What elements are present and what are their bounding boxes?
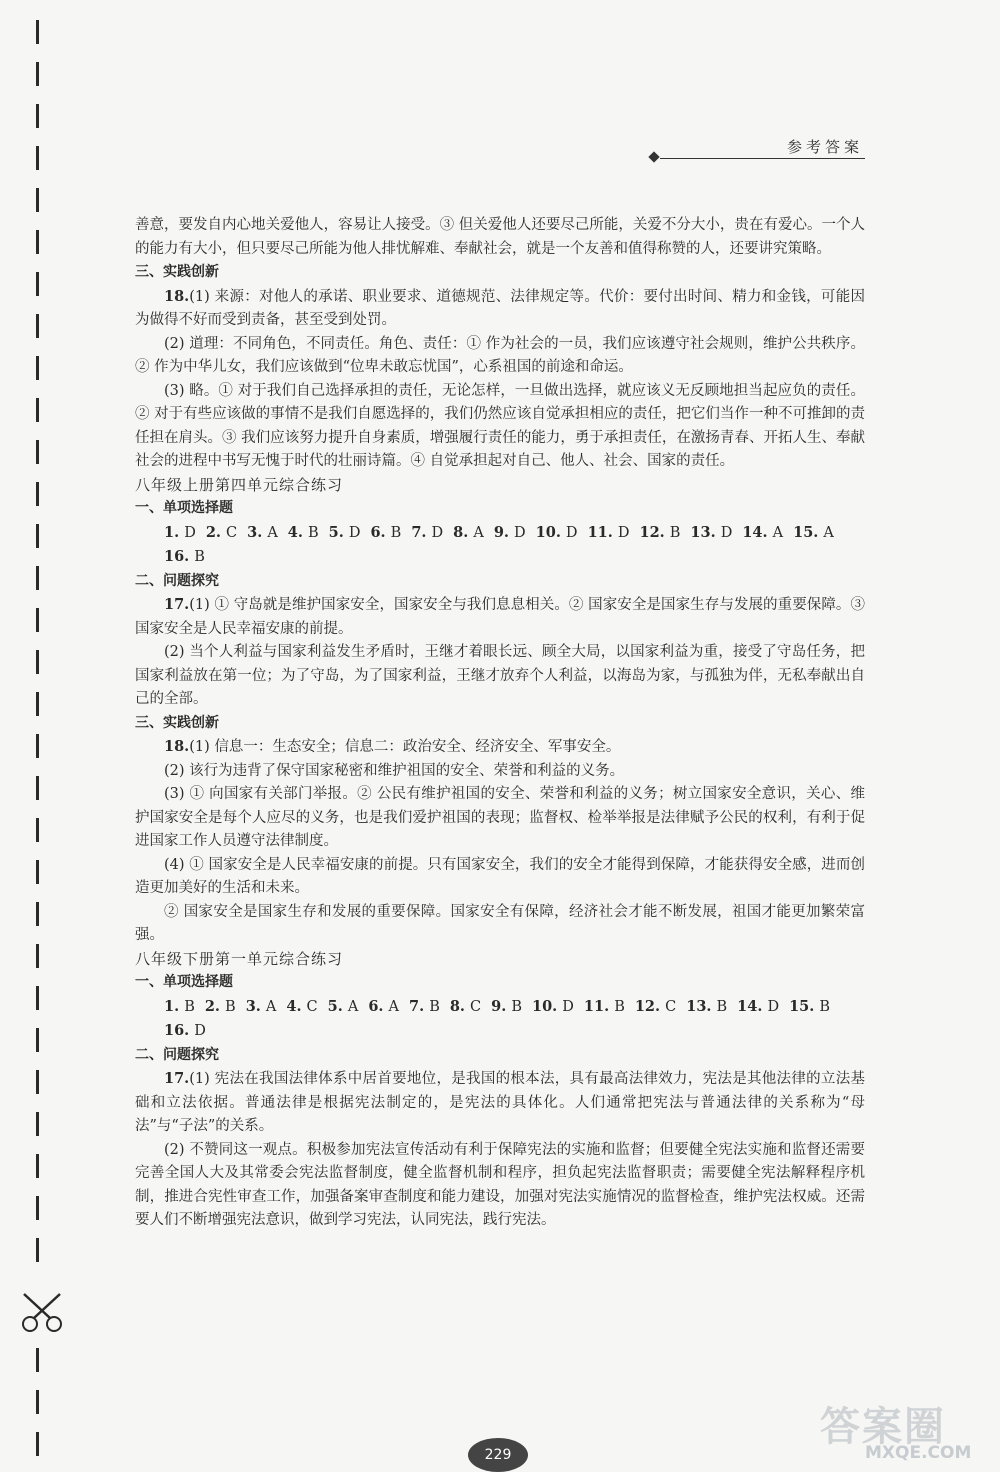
- answer-letter: B: [429, 998, 440, 1015]
- answer-item: [246, 995, 277, 1020]
- answer-number: 8.: [453, 523, 474, 541]
- answer-paragraph: [135, 1067, 865, 1139]
- answer-number: 14.: [742, 523, 773, 541]
- answer-number: 2.: [205, 523, 227, 541]
- answer-letter: D: [194, 1023, 206, 1039]
- answer-item: [690, 521, 732, 546]
- answer-number: 5.: [328, 523, 349, 541]
- answer-paragraph: (2) 当个人利益与国家利益发生矛盾时，王继才着眼长远、顾全大局，以国家利益为重，接受了守岛任务，把国家利益放在第一位；为了守岛，为了国家利益，王继才放弃个人利益，以海岛为家，与孤独为伴，无私奉献出自己的全部。: [135, 644, 865, 707]
- answer-item: [164, 521, 196, 546]
- continued-paragraph: 善意，要发自内心地关爱他人，容易让人接受。③ 但关爱他人还要尽己所能，关爱不分大小，贵在有爱心。一个人的能力有大小，但只要尽己所能为他人排忧解难、奉献社会，就是一个友善和值得称赞的人，还要讲究策略。: [135, 217, 865, 257]
- answer-letter: B: [716, 998, 728, 1015]
- answer-letter: C: [306, 998, 318, 1015]
- answer-text: (1) 宪法在我国法律体系中居首要地位，是我国的根本法，具有最高法律效力，宪法是其他法律的立法基础和立法依据。普通法律是根据宪法制定的，是宪法的具体化。人们通常把宪法与普通法律的关系称为“母法”与“子法”的关系。: [135, 1071, 865, 1134]
- answer-paragraph: [135, 593, 865, 641]
- answer-item: [742, 521, 783, 546]
- answer-number: 15.: [793, 523, 824, 541]
- answer-number: 4.: [287, 523, 308, 541]
- answer-item: [789, 995, 830, 1020]
- answer-letter: A: [265, 998, 277, 1015]
- answer-number: 1.: [164, 997, 185, 1015]
- answer-paragraph: [135, 285, 865, 333]
- cut-line: [36, 0, 40, 1467]
- answer-letter: A: [388, 998, 399, 1015]
- section-heading: 三、实践创新: [135, 714, 219, 731]
- answer-content: [135, 214, 865, 1233]
- answer-number: 10.: [535, 523, 566, 541]
- answer-number: 13.: [686, 997, 717, 1015]
- answer-letter: B: [307, 524, 319, 541]
- answer-item: [164, 995, 195, 1020]
- answer-item: [370, 521, 401, 546]
- unit-title: 八年级下册第一单元综合练习: [135, 949, 344, 968]
- section-heading: 一、单项选择题: [135, 500, 233, 516]
- diamond-icon: [648, 151, 659, 162]
- answer-item: [639, 521, 680, 546]
- answer-item: [164, 1019, 206, 1044]
- answer-number: 9.: [493, 523, 514, 541]
- watermark-text: 答案圈: [820, 1404, 946, 1450]
- choice-answers: [135, 521, 865, 570]
- answer-item: [288, 521, 319, 546]
- answer-letter: D: [720, 524, 733, 541]
- answer-item: [491, 995, 522, 1020]
- answer-number: 6.: [370, 523, 391, 541]
- answer-number: 9.: [491, 997, 512, 1015]
- answer-letter: B: [819, 998, 831, 1015]
- watermark-logo: [820, 1395, 1000, 1467]
- answer-number: 16.: [164, 548, 195, 565]
- header-label: 参考答案: [786, 138, 863, 156]
- answer-letter: C: [665, 998, 677, 1015]
- question-number: 18.: [164, 738, 190, 755]
- answer-letter: D: [565, 524, 578, 541]
- answer-letter: D: [617, 524, 630, 541]
- answer-letter: A: [347, 998, 359, 1015]
- answer-item: [536, 521, 578, 546]
- answer-paragraph: (2) 道理：不同角色，不同责任。角色、责任：① 作为社会的一员，我们应该遵守社会规则，维护公共秩序。② 作为中华儿女，我们应该做到“位卑未敢忘忧国”，心系祖国的前途和命运。: [135, 335, 865, 375]
- answer-paragraph: [135, 735, 865, 760]
- answer-number: 10.: [531, 997, 563, 1015]
- answer-number: 6.: [368, 997, 389, 1015]
- answer-item: [494, 521, 526, 546]
- answer-number: 12.: [639, 523, 670, 541]
- answer-item: [164, 545, 205, 570]
- answer-paragraph: (4) ① 国家安全是人民幸福安康的前提。只有国家安全，我们的安全才能得到保障，才能获得安全感，进而创造更加美好的生活和未来。: [135, 856, 865, 896]
- answer-number: 3.: [245, 997, 266, 1015]
- answer-number: 5.: [327, 997, 348, 1015]
- answer-item: [329, 521, 361, 546]
- answer-letter: D: [184, 524, 196, 541]
- answer-item: [409, 995, 440, 1020]
- answer-letter: B: [184, 998, 195, 1015]
- answer-letter: B: [669, 524, 681, 541]
- answer-letter: D: [562, 998, 574, 1015]
- answer-letter: A: [772, 524, 784, 541]
- answer-item: [328, 995, 359, 1020]
- answer-item: [532, 995, 574, 1020]
- answer-number: 13.: [690, 523, 721, 541]
- answer-number: 7.: [409, 997, 430, 1015]
- answer-number: 8.: [449, 997, 471, 1015]
- answer-item: [368, 995, 399, 1020]
- section-heading: 三、实践创新: [135, 264, 219, 280]
- choice-answers: [135, 995, 865, 1044]
- answer-letter: C: [226, 524, 238, 541]
- answer-paragraph: (3) ① 向国家有关部门举报。② 公民有维护祖国的安全、荣誉和利益的义务；树立国家安全意识，关心、维护国家安全是每个人应尽的义务，也是我们爱护祖国的表现；监督权、检举举报是法律赋予公民的权利，有利于促进国家工作人员遵守法律制度。: [135, 786, 865, 849]
- answer-item: [737, 995, 779, 1020]
- answer-item: [247, 521, 278, 546]
- answer-number: 15.: [789, 997, 820, 1015]
- section-heading: 二、问题探究: [135, 572, 219, 589]
- watermark-url: MXQE.COM: [865, 1443, 972, 1463]
- answer-number: 16.: [164, 1022, 195, 1039]
- answer-item: [793, 521, 834, 546]
- section-heading: 二、问题探究: [135, 1046, 219, 1063]
- answer-paragraph: ② 国家安全是国家生存和发展的重要保障。国家安全有保障，经济社会才能不断发展，祖国才能更加繁荣富强。: [135, 903, 865, 943]
- answer-letter: C: [470, 998, 482, 1015]
- answer-item: [588, 521, 630, 546]
- header-rule: [660, 158, 865, 159]
- answer-letter: B: [614, 998, 625, 1015]
- answer-item: [450, 995, 481, 1020]
- answer-number: 3.: [247, 523, 268, 541]
- answer-letter: A: [473, 524, 484, 541]
- question-number: 17.: [164, 596, 190, 613]
- answer-item: [686, 995, 727, 1020]
- scissors-icon: [16, 1290, 68, 1334]
- answer-item: [584, 995, 625, 1020]
- answer-letter: D: [431, 524, 444, 541]
- answer-number: 1.: [164, 523, 185, 541]
- answer-item: [411, 521, 443, 546]
- answer-letter: A: [267, 524, 278, 541]
- answer-letter: D: [348, 524, 361, 541]
- answer-letter: A: [823, 524, 834, 541]
- answer-item: [286, 995, 317, 1020]
- answer-item: [206, 521, 237, 546]
- answer-paragraph: (3) 略。① 对于我们自己选择承担的责任，无论怎样，一旦做出选择，就应该义无反顾地担当起应负的责任。② 对于有些应该做的事情不是我们自愿选择的，我们仍然应该自觉承担相应的责任，把它们当作一种不可推卸的责任担在肩头。③ 我们应该努力提升自身素质，增强履行责任的能力，勇于承担责任，在激扬青春、开拓人生、奉献社会的进程中书写无愧于时代的壮丽诗篇。④ 自觉承担起对自己、他人、社会、国家的责任。: [135, 382, 865, 469]
- answer-letter: D: [767, 998, 780, 1015]
- answer-item: [205, 995, 236, 1020]
- answer-number: 4.: [286, 997, 307, 1015]
- answer-number: 7.: [411, 523, 432, 541]
- answer-number: 14.: [737, 997, 768, 1015]
- question-number: 18.: [164, 287, 190, 305]
- answer-letter: D: [514, 524, 526, 541]
- answer-paragraph: (2) 不赞同这一观点。积极参加宪法宣传活动有利于保障宪法的实施和监督；但要健全宪法实施和监督还需要完善全国人大及其常委会宪法监督制度，健全监督机制和程序，担负起宪法监督职责；需要健全宪法解释程序机制，推进合宪性审查工作，加强备案审查制度和能力建设，加强对宪法实施情况的监督检查，维护宪法权威。还需要人们不断增强宪法意识，做到学习宪法，认同宪法，践行宪法。: [135, 1141, 865, 1228]
- answer-item: [635, 995, 676, 1020]
- answer-letter: B: [194, 549, 205, 565]
- answer-number: 11.: [583, 997, 615, 1015]
- answer-text: (1) ① 守岛就是维护国家安全，国家安全与我们息息相关。② 国家安全是国家生存与发展的重要保障。③ 国家安全是人民幸福安康的前提。: [135, 597, 865, 637]
- answer-text: (1) 信息一：生态安全；信息二：政治安全、经济安全、军事安全。: [189, 739, 621, 755]
- answer-letter: B: [225, 998, 236, 1015]
- answer-number: 2.: [204, 997, 226, 1015]
- answer-number: 12.: [634, 997, 666, 1015]
- running-header: [650, 138, 865, 164]
- section-heading: 一、单项选择题: [135, 974, 233, 990]
- answer-item: [453, 521, 484, 546]
- answer-paragraph: (2) 该行为违背了保守国家秘密和维护祖国的安全、荣誉和利益的义务。: [164, 762, 625, 779]
- question-number: 17.: [164, 1070, 190, 1087]
- answer-letter: B: [511, 998, 522, 1015]
- page-number: 229: [468, 1438, 528, 1472]
- answer-text: (1) 来源：对他人的承诺、职业要求、道德规范、法律规定等。代价：要付出时间、精力和金钱，可能因为做得不好而受到责备，甚至受到处罚。: [135, 288, 865, 328]
- answer-number: 11.: [587, 523, 618, 541]
- answer-letter: B: [390, 524, 402, 541]
- unit-title: 八年级上册第四单元综合练习: [135, 475, 344, 494]
